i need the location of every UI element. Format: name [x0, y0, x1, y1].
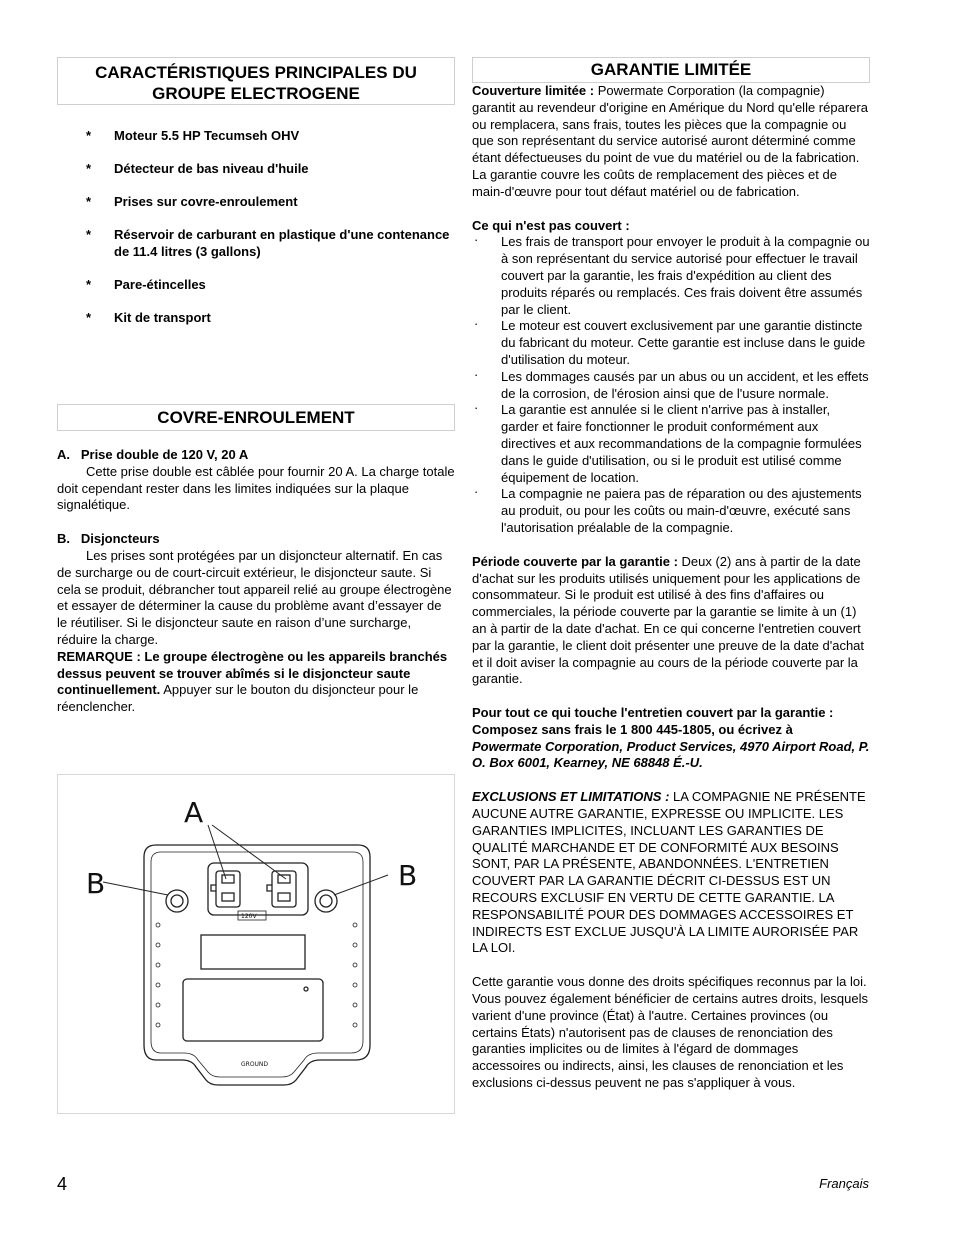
- warranty-title: GARANTIE LIMITÉE: [590, 60, 752, 79]
- not-covered-item: [472, 486, 870, 536]
- not-covered-item: [472, 234, 870, 318]
- outlet-right-slot-bottom: [278, 893, 290, 901]
- breaker-left-inner: [171, 895, 183, 907]
- voltage-text: 120V: [241, 913, 257, 920]
- feature-item: [57, 309, 455, 326]
- remark-paragraph: [57, 649, 455, 716]
- features-title: CARACTÉRISTIQUES PRINCIPALES DU GROUPE ELECTROGENE: [95, 63, 417, 103]
- spacer: [472, 201, 870, 218]
- spacer: [472, 688, 870, 705]
- not-covered-label: Ce qui n'est pas couvert :: [472, 217, 630, 233]
- remark-bold: REMARQUE : Le groupe électrogène ou les appareils branchés dessus peuvent se trouver abîmés si le disjoncteur saute continuellement.: [57, 648, 448, 698]
- warranty-heading: [472, 57, 870, 83]
- feature-text: Réservoir de carburant en plastique d'une contenance de 11.4 litres (3 gallons): [114, 227, 450, 259]
- feature-text: Kit de transport: [114, 310, 211, 325]
- spacer: [472, 957, 870, 974]
- feature-text: Moteur 5.5 HP Tecumseh OHV: [114, 128, 300, 143]
- outlet-right-ground: [267, 885, 272, 891]
- label-area: [201, 935, 305, 969]
- not-covered-text: La compagnie ne paiera pas de réparation ou des ajustements au produit, ou pour les coûts ou main-d'œuvre, exécuté sans l'autorisation préalable de la compagnie.: [501, 486, 862, 535]
- feature-text: Pare-étincelles: [114, 277, 206, 292]
- feature-item: [57, 160, 455, 177]
- outlet-left-slot-bottom: [222, 893, 234, 901]
- not-covered-item: [472, 402, 870, 486]
- coverage-paragraph: [472, 83, 870, 201]
- bullet-star: *: [86, 161, 92, 176]
- spacer: [472, 537, 870, 554]
- period-paragraph: [472, 554, 870, 688]
- not-covered-text: Les dommages causés par un abus ou un accident, et les effets de la corrosion, de l'érosion ainsi que de l'usure normale.: [501, 368, 869, 401]
- bullet-dot: ·: [474, 400, 479, 416]
- spacer: [57, 514, 455, 531]
- not-covered-list: [472, 234, 870, 536]
- feature-item: [57, 193, 455, 210]
- panel-inner-outline: [151, 852, 363, 1077]
- bullet-dot: ·: [474, 484, 479, 500]
- control-panel-figure: [57, 774, 455, 1114]
- ground-text: GROUND: [241, 1061, 269, 1068]
- outlet-left-ground: [211, 885, 216, 891]
- section-b-label: B. Disjoncteurs: [57, 531, 160, 547]
- label-a: A: [184, 796, 204, 829]
- covre-title: COVRE-ENROULEMENT: [157, 408, 355, 427]
- spacer: [472, 772, 870, 789]
- features-heading: [57, 57, 455, 105]
- screw: [304, 987, 308, 991]
- contact-paragraph: [472, 705, 870, 772]
- not-covered-item: [472, 318, 870, 368]
- bullet-star: *: [86, 310, 92, 325]
- feature-text: Prises sur covre-enroulement: [114, 194, 298, 209]
- pointer-b-right: [334, 875, 388, 895]
- breaker-left: [166, 890, 188, 912]
- bullet-star: *: [86, 227, 92, 242]
- page-number: 4: [57, 1174, 68, 1194]
- bullet-star: *: [86, 277, 92, 292]
- panel-outline: [144, 845, 370, 1085]
- outlet-left-slot-top: [222, 875, 234, 883]
- bullet-dot: ·: [474, 366, 479, 382]
- pointer-b-left: [103, 882, 168, 895]
- outlet-right-slot-top: [278, 875, 290, 883]
- period-label: Période couverte par la garantie :: [472, 553, 678, 569]
- not-covered-item: [472, 366, 870, 403]
- not-covered-text: Le moteur est couvert exclusivement par une garantie distincte du fabricant du moteur. Cette garantie est incluse dans le guide d'utilisation du moteur.: [501, 318, 866, 367]
- not-covered-text: La garantie est annulée si le client n'arrive pas à installer, garder et faire fonctionner le produit conformément aux directives et aux recommandations de la compagnie formulées dans le guide d'utilisation, ou si le produit est utilisé comme équipement de location.: [501, 402, 862, 485]
- left-column: [57, 57, 455, 1068]
- cover-plate: [183, 979, 323, 1041]
- exclusions-paragraph: [472, 789, 870, 957]
- section-a-text: Cette prise double est câblée pour fournir 20 A. La charge totale doit cependant rester dans les limites indiquées sur la plaque signalétique.: [57, 463, 455, 513]
- feature-item: [57, 276, 455, 293]
- breaker-right: [315, 890, 337, 912]
- bullet-dot: ·: [474, 232, 479, 248]
- language-label: Français: [819, 1176, 869, 1191]
- contact-bold: Pour tout ce qui touche l'entretien couvert par la garantie : Composez sans frais le 1 800 445-1805, ou écrivez à: [472, 705, 834, 737]
- feature-text: Détecteur de bas niveau d'huile: [114, 161, 309, 176]
- exclusions-label: EXCLUSIONS ET LIMITATIONS :: [472, 789, 670, 805]
- coverage-text: Powermate Corporation (la compagnie) garantit au revendeur d'origine en Amérique du Nord qu'elle réparera ou remplacera, sans frais, toutes les pièces que la compagnie ou que son représentant du service autorisé auront déterminé comme étant défectueuses du point de vue du matériel ou de la fabrication. La garantie couvre les coûts de remplacement des pièces et de main-d'œuvre pour tout défaut matériel ou de fabrication.: [472, 83, 868, 199]
- section-a-label: A. Prise double de 120 V, 20 A: [57, 447, 249, 462]
- label-b-right: B: [398, 859, 418, 892]
- feature-item: [57, 127, 455, 144]
- contact-address: Powermate Corporation, Product Services, 4970 Airport Road, P. O. Box 6001, Kearney, NE 68848 É.-U.: [472, 738, 870, 771]
- bullet-dot: ·: [474, 316, 479, 332]
- breaker-right-inner: [320, 895, 332, 907]
- bullet-star: *: [86, 194, 92, 209]
- exclusions-text: LA COMPAGNIE NE PRÉSENTE AUCUNE AUTRE GARANTIE, EXPRESSE OU IMPLICITE. LES GARANTIES IMPLICITES, INCLUANT LES GARANTIES DE QUALITÉ MARCHANDE ET DE CONFORMITÉ AUX BESOINS SONT, PAR LA PRÉSENTE, ABANDONNÉES. L'ENTRETIEN COUVERT PAR LA GARANTIE DÉCRIT CI-DESSUS EST UN RECOURS EXCLUSIF EN VERTU DE CETTE GARANTIE. LA RESPONSABILITÉ POUR DES DOMMAGES ACCESSOIRES ET INDIRECTS EST EXCLUE JUSQU'À LA LIMITE AURORISÉE PAR LA LOI.: [472, 789, 866, 956]
- coverage-label: Couverture limitée :: [472, 83, 595, 98]
- control-panel-drawing: [58, 775, 456, 1115]
- bullet-star: *: [86, 128, 92, 143]
- feature-item: [57, 226, 455, 260]
- period-text: Deux (2) ans à partir de la date d'achat sur les produits utilisés uniquement pour les applications de consommateur. Si le produit est utilisé à des fins d'affaires ou commerciales, la période couverte par la garantie se limite à un (1) an à partir de la date d'achat. En ce qui concerne l'entretien couvert par la garantie, le client doit présenter une preuve de la date d'achat et il doit aviser la compagnie au cours de la période couverte par la garantie.: [472, 553, 865, 687]
- remark-rest: Appuyer sur le bouton du disjoncteur pour le réenclencher.: [57, 682, 419, 715]
- covre-body: [57, 447, 455, 716]
- closing-paragraph: Cette garantie vous donne des droits spécifiques reconnus par la loi. Vous pouvez également bénéficier de certains autres droits, lesquels varient d'une province (État) à l'autre. Certaines provinces (ou certains États) n'autorisent pas de clauses de renonciation des garanties implicites ou de limites à l'égard de dommages accessoires ou indirects, ainsi, les clauses de renonciation et les exclusions ci-dessus peuvent ne pas s'appliquer à vous.: [472, 974, 869, 1091]
- label-b-left: B: [86, 867, 106, 900]
- not-covered-text: Les frais de transport pour envoyer le produit à la compagnie ou à son représentant du service autorisé pour effectuer le travail couvert par la garantie, les frais d'expédition au client des produits réparés ou remplacés. Ces frais doivent être assumés par le client.: [501, 234, 870, 317]
- section-b-text: Les prises sont protégées par un disjoncteur alternatif. En cas de surcharge ou de court-circuit extérieur, le disjoncteur saute. Si cela se produit, débrancher tout appareil relié au groupe électrogène et essayer de déterminer la cause du problème avant d’essayer de le réutiliser. Si le disjoncteur saute en raison d’une surcharge, réduire la charge.: [57, 547, 452, 647]
- covre-heading: [57, 404, 455, 431]
- features-list: [57, 127, 455, 326]
- right-column: [472, 57, 870, 1092]
